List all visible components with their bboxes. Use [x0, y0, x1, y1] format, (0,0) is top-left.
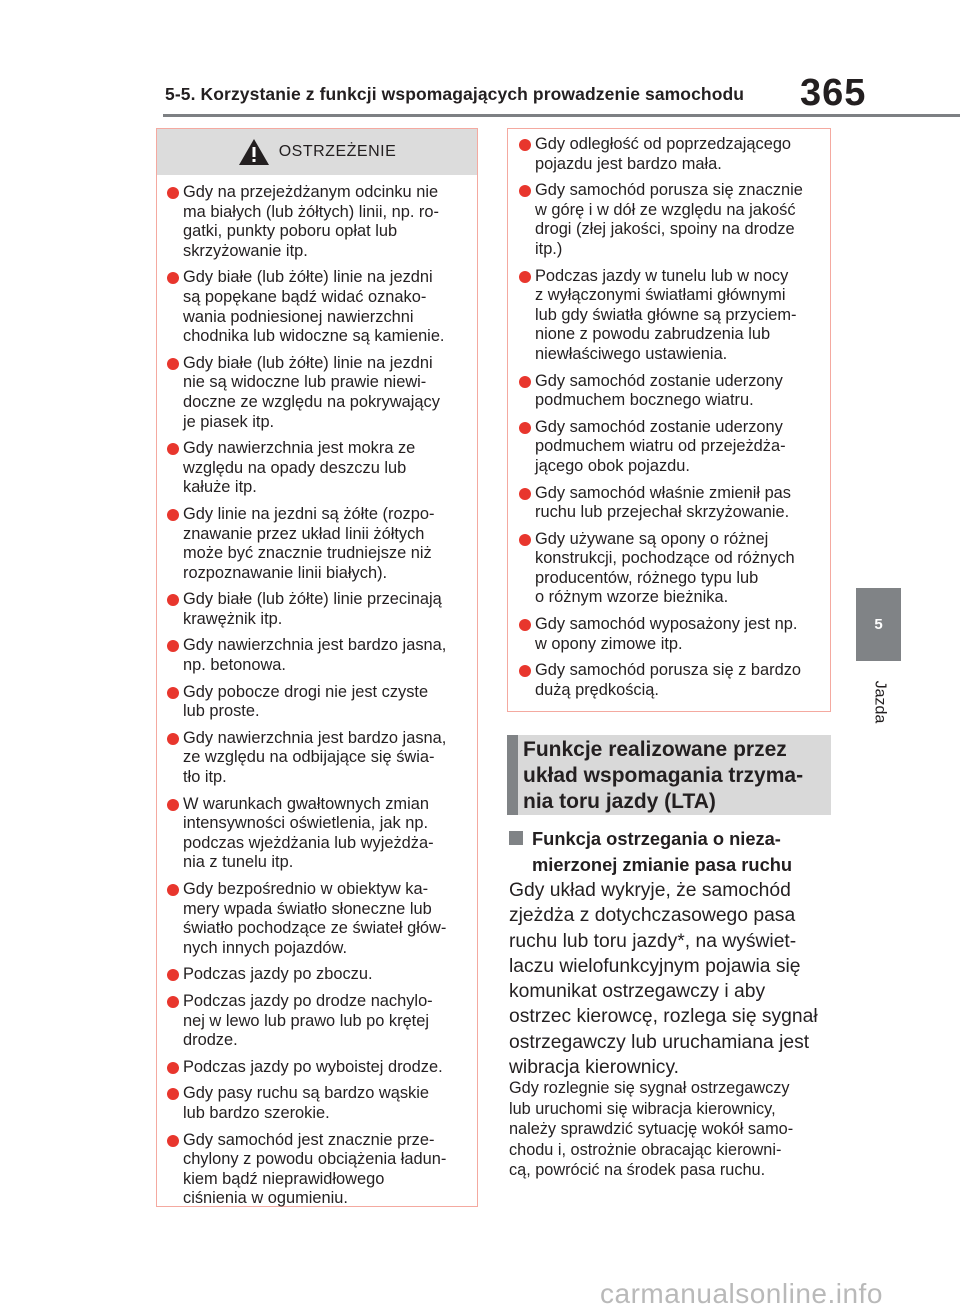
page-number: 365 — [800, 72, 867, 114]
section-title: 5-5. Korzystanie z funkcji wspomagających prowadzenie samochodu — [165, 84, 745, 104]
warning-list-continued — [508, 129, 830, 700]
list-item-text: W warunkach gwałtownych zmian intensywności oświetlenia, jak np. podczas wjeżdżania lub wyjeżdża- nia z tunelu itp. — [183, 794, 434, 872]
list-item — [167, 1131, 471, 1209]
list-item-text: Gdy białe (lub żółte) linie przecinają krawężnik itp. — [183, 590, 442, 628]
chapter-label — [859, 672, 899, 732]
list-item-text: Gdy samochód wyposażony jest np. w opony zimowe itp. — [535, 615, 798, 653]
list-item-text: Gdy linie na jezdni są żółte (rozpo- znawanie przez układ linii żółtych może być znacznie trudniejsze niż rozpoznawanie linii białych). — [183, 504, 435, 582]
list-item — [519, 615, 824, 654]
list-item — [167, 880, 471, 958]
list-item-text: Gdy bezpośrednio w obiektyw ka- mery wpada światło słoneczne lub światło pochodzące ze świateł głów- nych innych pojazdów. — [183, 880, 447, 957]
list-item — [519, 372, 824, 411]
bullet-icon — [167, 1088, 179, 1100]
bullet-icon — [167, 594, 179, 606]
list-item-text: Gdy używane są opony o różnej konstrukcji, pochodzące od różnych producentów, różnego typu lub o różnym wzorze bieżnika. — [535, 529, 795, 607]
bullet-icon — [167, 187, 179, 199]
list-item-text: Gdy na przejeżdżanym odcinku nie ma białych (lub żółtych) linii, np. ro- gatki, punkty poboru opłat lub skrzyżowanie itp. — [183, 183, 439, 260]
bullet-icon — [167, 1062, 179, 1074]
warning-header — [157, 129, 477, 175]
list-item-text: Gdy nawierzchnia jest bardzo jasna, ze względu na odbijające się świa- tło itp. — [183, 728, 447, 787]
list-item-text: Gdy pasy ruchu są bardzo wąskie lub bardzo szerokie. — [183, 1084, 429, 1122]
chapter-name: Jazda — [871, 680, 889, 724]
bullet-icon — [167, 799, 179, 811]
warning-box — [156, 128, 478, 1207]
body-paragraph: Gdy układ wykryje, że samochód zjeżdża z dotychczasowego pasa ruchu lub toru jazdy*, na wyświet- laczu wielofunkcyjnym pojawia się komunikat ostrzegawczy i aby ostrzec kierowcę, rozlega się sygnał ostrzegawczy lub uruchamiana jest wibracja kierownicy. — [509, 880, 818, 1079]
list-item — [167, 439, 471, 498]
list-item-text: Gdy samochód właśnie zmienił pas ruchu lub przejechał skrzyżowanie. — [535, 483, 791, 522]
note-paragraph: Gdy rozlegnie się sygnał ostrzegawczy lub uruchomi się wibracja kierownicy, należy sprawdzić sytuację wokół samo- chodu i, ostrożnie obracając kierowni- cą, powrócić na środek pasa ruchu. — [509, 1079, 794, 1180]
list-item-text: Gdy białe (lub żółte) linie na jezdni są popękane bądź widać oznako- wania podniesionej nawierzchni chodnika lub widoczne są kamienie. — [183, 268, 445, 346]
warning-triangle-icon — [238, 138, 270, 166]
list-item — [167, 729, 471, 788]
bullet-icon — [167, 640, 179, 652]
watermark: carmanualsonline.info — [600, 1278, 883, 1309]
list-item-text: Gdy odległość od poprzedzającego pojazdu jest bardzo mała. — [535, 135, 792, 173]
list-item-text: Gdy samochód porusza się z bardzo dużą prędkością. — [535, 661, 802, 699]
list-item — [519, 418, 824, 477]
list-item — [167, 683, 471, 722]
bullet-icon — [519, 534, 531, 546]
list-item — [167, 590, 471, 629]
list-item — [167, 795, 471, 873]
bullet-icon — [167, 272, 179, 284]
list-item-text: Podczas jazdy po drodze nachylo- nej w lewo lub prawo lub po krętej drodze. — [183, 991, 433, 1050]
list-item — [519, 267, 824, 365]
list-item — [167, 992, 471, 1051]
list-item-text: Gdy samochód zostanie uderzony podmuchem bocznego wiatru. — [535, 371, 783, 410]
list-item-text: Gdy samochód jest znacznie prze- chylony z powodu obciążenia ładun- kiem bądź nieprawidłowego ciśnienia w ogumieniu. — [183, 1130, 447, 1208]
bullet-icon — [519, 488, 531, 500]
list-item-text: Gdy nawierzchnia jest mokra ze względu na opady deszczu lub kałuże itp. — [183, 439, 416, 497]
list-item — [519, 484, 824, 523]
list-item-text: Gdy pobocze drogi nie jest czyste lub proste. — [183, 682, 429, 721]
list-item — [167, 636, 471, 675]
list-item — [167, 354, 471, 432]
list-item-text: Gdy samochód zostanie uderzony podmuchem wiatru od przejeżdża- jącego obok pojazdu. — [535, 417, 786, 475]
bullet-icon — [167, 509, 179, 521]
list-item-text: Gdy samochód porusza się znacznie w górę i w dół ze względu na jakość drogi (złej jakości, spoiny na drodze itp.) — [535, 181, 803, 258]
heading-accent-bar — [507, 735, 518, 815]
bullet-icon — [167, 884, 179, 896]
bullet-icon — [519, 139, 531, 151]
list-item — [519, 530, 824, 608]
bullet-icon — [519, 665, 531, 677]
list-item — [519, 135, 824, 174]
bullet-icon — [519, 185, 531, 197]
warning-list — [157, 175, 477, 1209]
subheading-text: Funkcja ostrzegania o nieza- mierzonej zmianie pasa ruchu — [532, 828, 793, 875]
bullet-icon — [519, 376, 531, 388]
bullet-icon — [167, 996, 179, 1008]
section-heading — [507, 735, 831, 815]
bullet-icon — [519, 422, 531, 434]
list-item-text: Podczas jazdy po wyboistej drodze. — [183, 1057, 443, 1076]
list-item — [167, 965, 471, 985]
warning-box-continued — [507, 128, 831, 712]
warning-title: OSTRZEŻENIE — [278, 143, 397, 160]
section-heading-text: Funkcje realizowane przez układ wspomagania trzyma- nia toru jazdy (LTA) — [523, 738, 804, 813]
list-item-text: Podczas jazdy w tunelu lub w nocy z wyłączonymi światłami głównymi lub gdy światła główne są przyciem- nione z powodu zabrudzenia lub niewłaściwego ustawienia. — [535, 266, 797, 363]
bullet-icon — [519, 271, 531, 283]
bullet-icon — [167, 969, 179, 981]
list-item — [519, 661, 824, 700]
bullet-icon — [167, 733, 179, 745]
list-item — [167, 505, 471, 583]
list-item — [519, 181, 824, 259]
list-item — [167, 1058, 471, 1078]
bullet-icon — [519, 619, 531, 631]
header-divider — [163, 114, 960, 117]
bullet-icon — [167, 1135, 179, 1147]
list-item — [167, 183, 471, 261]
bullet-icon — [167, 358, 179, 370]
list-item-text: Gdy nawierzchnia jest bardzo jasna, np. betonowa. — [183, 636, 447, 675]
list-item — [167, 1084, 471, 1123]
bullet-icon — [167, 687, 179, 699]
subheading — [509, 826, 829, 878]
list-item — [167, 268, 471, 346]
list-item-text: Gdy białe (lub żółte) linie na jezdni nie są widoczne lub prawie niewi- doczne ze względu na pokrywający je piasek itp. — [183, 353, 440, 431]
list-item-text: Podczas jazdy po zboczu. — [183, 965, 373, 984]
bullet-icon — [167, 443, 179, 455]
chapter-tab: 5 — [856, 588, 901, 661]
square-bullet-icon — [509, 831, 523, 845]
